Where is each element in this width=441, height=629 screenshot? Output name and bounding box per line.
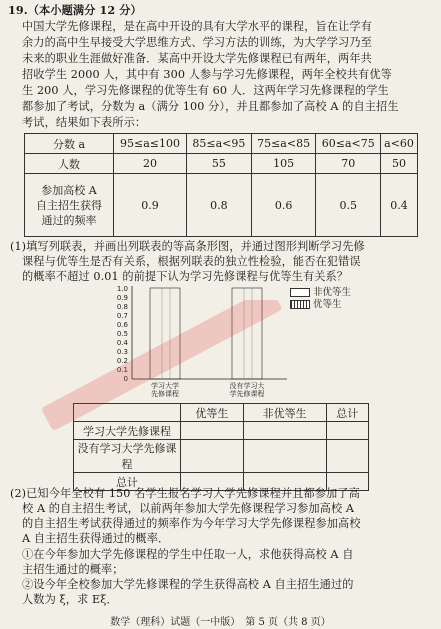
- legend-swatch-icon: [290, 300, 310, 309]
- count-cell: 105: [251, 154, 316, 174]
- y-tick-label: 0.5: [116, 330, 128, 338]
- legend-label: 非优等生: [313, 287, 352, 298]
- part1-line: (1)填写列联表，并画出列联表的等高条形图，并通过图形判断学习先修: [10, 240, 365, 253]
- y-tick-label: 1.0: [116, 285, 128, 293]
- intro-line: 生 200 人，学习先修课程的优等生有 60 人．这两年学习先修课程的学生: [22, 84, 389, 97]
- blank-cell: [326, 422, 368, 440]
- y-tick-label: 0.1: [116, 366, 128, 374]
- row-label-frequency: 参加高校 A 自主招生获得 通过的频率: [25, 174, 114, 237]
- intro-line: 中国大学先修课程，是在高中开设的具有大学水平的课程，旨在让学有: [22, 20, 372, 33]
- question-header: 19.（本小题满分 12 分）: [8, 3, 142, 17]
- freq-cell: 0.8: [187, 174, 252, 237]
- header-cell: [74, 404, 181, 422]
- blank-cell: [181, 422, 244, 440]
- row-label: 没有学习大学先修课程: [74, 440, 181, 473]
- blank-cell: [181, 440, 244, 473]
- y-tick-label: 0.7: [116, 312, 128, 320]
- part1-line: 的概率不超过 0.01 的前提下认为学习先修课程与优等生有关系？: [22, 270, 349, 283]
- header-cell: 总计: [326, 404, 368, 422]
- part2-line: 的自主招生考试获得通过的频率作为今年学习大学先修课程参加高校: [22, 517, 361, 530]
- row-label: 学习大学先修课程: [74, 422, 181, 440]
- freq-cell: 0.6: [251, 174, 316, 237]
- count-cell: 70: [316, 154, 381, 174]
- score-range: 85≤a<95: [187, 134, 252, 154]
- blank-cell: [243, 422, 326, 440]
- part2-line: ②设今年全校参加大学先修课程的学生获得高校 A 自主招生通过的: [22, 578, 354, 591]
- legend-label: 优等生: [313, 299, 342, 310]
- bar-outline-studied: [150, 288, 180, 379]
- y-tick-label: 0.6: [116, 321, 128, 329]
- blank-cell: [243, 440, 326, 473]
- part1-line: 课程与优等生是否有关系，根据列联表的独立性检验，能否在犯错误: [22, 255, 361, 268]
- part2-line: (2)已知今年全校有 150 名学生报名学习大学先修课程并且都参加了高: [10, 487, 360, 500]
- part2-line: A 自主招生获得通过的概率．: [22, 532, 170, 545]
- y-tick-label: 0: [123, 375, 128, 383]
- page-footer: 数学（理科）试题（一中版） 第 5 页（共 8 页）: [110, 617, 331, 628]
- score-range: 75≤a<85: [251, 134, 316, 154]
- header-cell: 非优等生: [243, 404, 326, 422]
- contingency-table: [73, 403, 369, 491]
- legend-top: [290, 296, 342, 310]
- bar-outline-not-studied: [232, 288, 262, 379]
- y-tick-label: 0.8: [116, 303, 128, 311]
- y-tick-label: 0.4: [116, 339, 128, 347]
- intro-line: 都参加了考试，分数为 a（满分 100 分），并且都参加了高校 A 的自主招生: [22, 100, 399, 113]
- score-table: [24, 133, 418, 237]
- part2-line: ①在今年参加大学先修课程的学生中任取一人，求他获得高校 A 自: [22, 548, 354, 561]
- header-cell: 优等生: [181, 404, 244, 422]
- score-range: 60≤a<75: [316, 134, 381, 154]
- freq-cell: 0.4: [381, 174, 418, 237]
- intro-line: 余力的高中生早接受大学思维方式、学习方法的训练，为大学学习乃至: [22, 36, 372, 49]
- y-tick-label: 0.2: [116, 357, 128, 365]
- row-label-count: 人数: [25, 154, 114, 174]
- intro-line: 招收学生 2000 人，其中有 300 人参与学习先修课程，两年全校共有优等: [22, 68, 392, 81]
- count-cell: 50: [381, 154, 418, 174]
- score-range: 95≤a≤100: [114, 134, 187, 154]
- part2-line: 校 A 的自主招生考试，以前两年参加大学先修课程学习参加高校 A: [22, 502, 355, 515]
- count-cell: 55: [187, 154, 252, 174]
- y-tick-label: 0.9: [116, 294, 128, 302]
- intro-line: 未来的职业生涯做好准备．某高中开设大学先修课程已有两年，两年共: [22, 52, 372, 65]
- score-range: a<60: [381, 134, 418, 154]
- intro-line: 考试，结果如下表所示：: [22, 116, 147, 129]
- part2-line: 人数为 ξ，求 Eξ．: [22, 593, 118, 606]
- row-label: 总计: [74, 473, 181, 491]
- x-group-label: 学习大学先修课程: [151, 382, 179, 398]
- count-cell: 20: [114, 154, 187, 174]
- y-tick-label: 0.3: [116, 348, 128, 356]
- freq-cell: 0.5: [316, 174, 381, 237]
- freq-cell: 0.9: [114, 174, 187, 237]
- blank-cell: [326, 440, 368, 473]
- stacked-bar-chart-blank: [112, 282, 302, 400]
- part2-line: 主招生通过的概率；: [22, 563, 124, 576]
- row-label-score: 分数 a: [25, 134, 114, 154]
- x-group-label: 没有学习大学先修课程: [229, 382, 265, 398]
